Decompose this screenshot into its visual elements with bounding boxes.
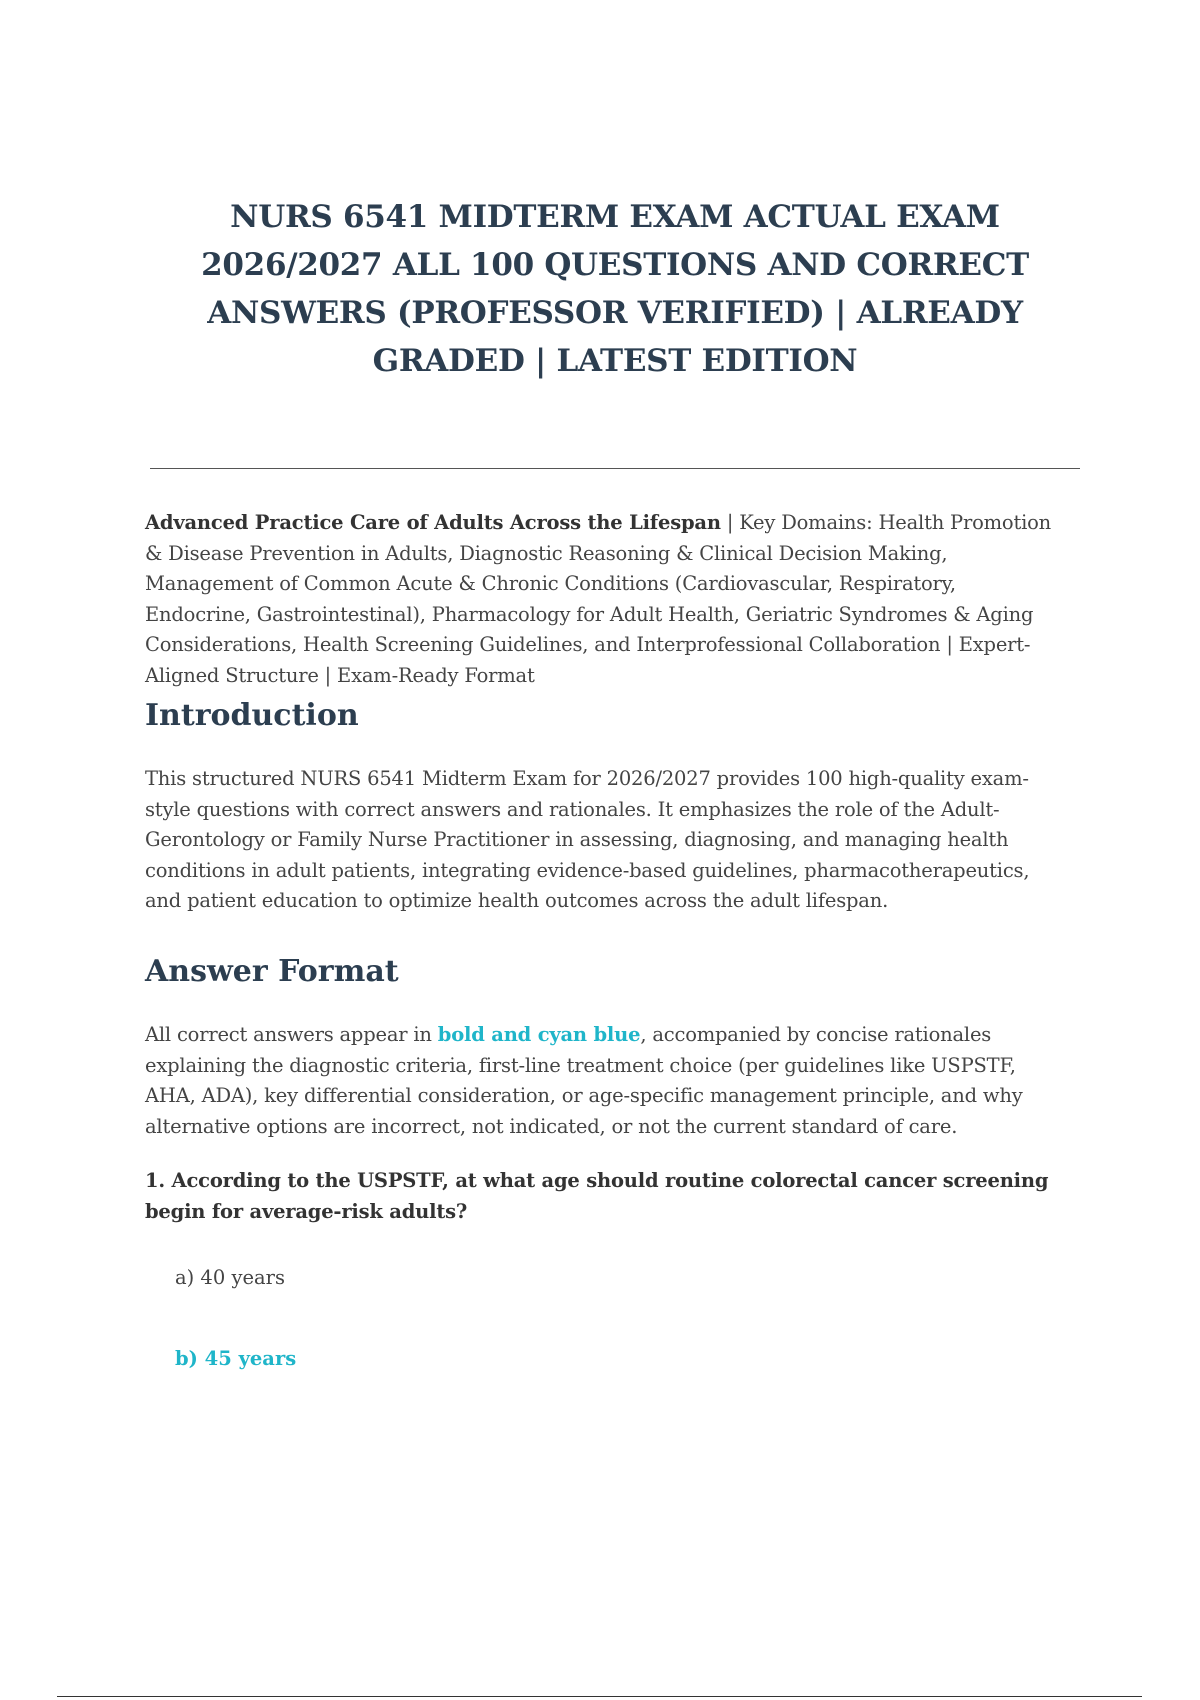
title-divider	[150, 468, 1080, 469]
answer-format-highlight: bold and cyan blue	[437, 1023, 641, 1046]
subtitle-domains: | Key Domains: Health Promotion & Disease Prevention in Adults, Diagnostic Reasoning & Clinical Decision Making, Management of Common Acute & Chronic Conditions (Cardiovascular, Respiratory, Endocrine, Gastrointestinal), Pharmacology for Adult Health, Geriatric Syndromes & Aging Considerations, Health Screening Guidelines, and Interprofessional Collaboration | Expert-Aligned Structure | Exam-Ready Format	[145, 511, 1052, 687]
introduction-heading: Introduction	[145, 698, 359, 733]
document-subtitle	[145, 508, 1065, 691]
page-bottom-rule	[57, 1696, 1142, 1697]
answer-format-body	[145, 1020, 1065, 1142]
question-1-text: 1. According to the USPSTF, at what age should routine colorectal cancer screening begin for average-risk adults?	[145, 1169, 1049, 1223]
document-title: NURS 6541 MIDTERM EXAM ACTUAL EXAM 2026/2027 ALL 100 QUESTIONS AND CORRECT ANSWERS (PROFESSOR VERIFIED) | ALREADY GRADED | LATEST EDITION	[201, 199, 1029, 379]
subtitle-course-name: Advanced Practice Care of Adults Across the Lifespan	[145, 511, 721, 534]
answer-format-heading: Answer Format	[145, 954, 399, 989]
question-1-option-a: a) 40 years	[175, 1266, 285, 1289]
answer-format-text-before: All correct answers appear in	[145, 1023, 438, 1046]
introduction-body: This structured NURS 6541 Midterm Exam for 2026/2027 provides 100 high-quality exam-style questions with correct answers and rationales. It emphasizes the role of the Adult-Gerontology or Family Nurse Practitioner in assessing, diagnosing, and managing health conditions in adult patients, integrating evidence-based guidelines, pharmacotherapeutics, and patient education to optimize health outcomes across the adult lifespan.	[145, 767, 1030, 912]
question-1-option-b-correct: b) 45 years	[175, 1347, 297, 1370]
answer-format-text-after: , accompanied by concise rationales explaining the diagnostic criteria, first-line treatment choice (per guidelines like USPSTF, AHA, ADA), key differential consideration, or age-specific management principle, and why alternative options are incorrect, not indicated, or not the current standard of care.	[145, 1023, 1023, 1138]
